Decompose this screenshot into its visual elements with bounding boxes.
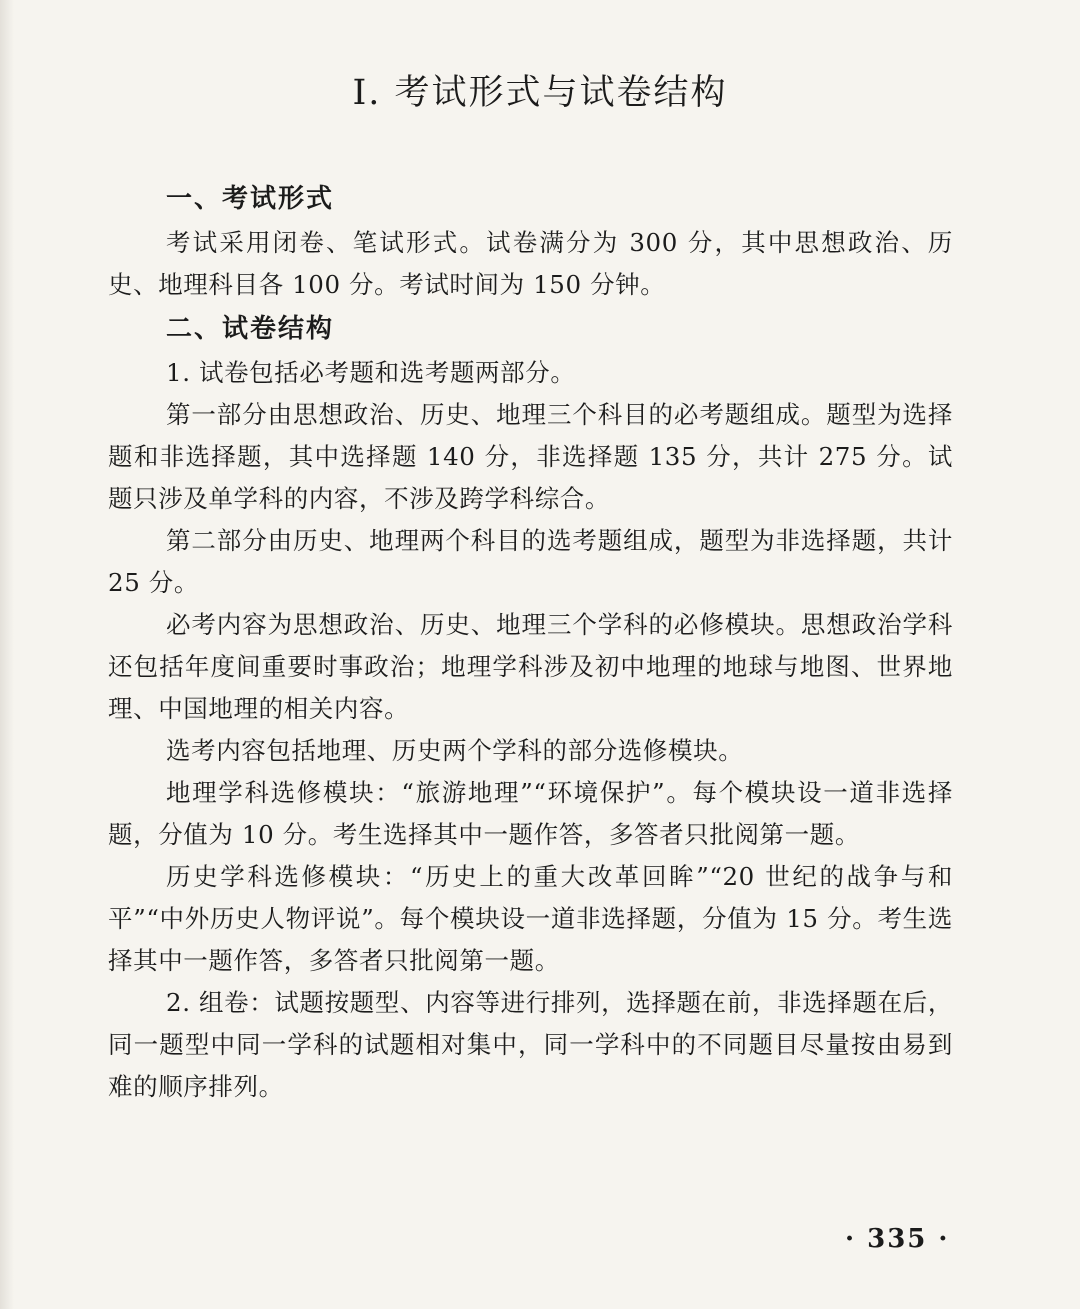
section-heading-exam-format: 一、考试形式: [166, 184, 335, 214]
paragraph: 1. 试卷包括必考题和选考题两部分。: [166, 358, 576, 387]
paragraph: 必考内容为思想政治、历史、地理三个学科的必修模块。思想政治学科还包括年度间重要时事政治；地理学科涉及初中地理的地球与地图、世界地理、中国地理的相关内容。: [108, 610, 953, 723]
paragraph: 历史学科选修模块：“历史上的重大改革回眸”“20 世纪的战争与和平”“中外历史人物评说”。每个模块设一道非选择题，分值为 15 分。考生选择其中一题作答，多答者只批阅第一题。: [108, 862, 953, 975]
paragraph: 考试采用闭卷、笔试形式。试卷满分为 300 分，其中思想政治、历史、地理科目各 100 分。考试时间为 150 分钟。: [108, 228, 953, 299]
page-edge-shadow: [0, 0, 14, 1309]
page-title: Ⅰ. 考试形式与试卷结构: [352, 73, 728, 114]
paragraph: 地理学科选修模块：“旅游地理”“环境保护”。每个模块设一道非选择题，分值为 10 分。考生选择其中一题作答，多答者只批阅第一题。: [108, 778, 953, 849]
paragraph: 第二部分由历史、地理两个科目的选考题组成，题型为非选择题，共计 25 分。: [108, 526, 953, 597]
document-body: [108, 176, 953, 1108]
paragraph: 第一部分由思想政治、历史、地理三个科目的必考题组成。题型为选择题和非选择题，其中选择题 140 分，非选择题 135 分，共计 275 分。试题只涉及单学科的内容，不涉及跨学科综合。: [108, 400, 953, 513]
paragraph: 2. 组卷：试题按题型、内容等进行排列，选择题在前，非选择题在后，同一题型中同一学科的试题相对集中，同一学科中的不同题目尽量按由易到难的顺序排列。: [108, 988, 953, 1101]
section-heading-paper-structure: 二、试卷结构: [166, 314, 335, 344]
paragraph: 选考内容包括地理、历史两个学科的部分选修模块。: [166, 736, 744, 765]
page-number: · 335 ·: [845, 1224, 950, 1254]
